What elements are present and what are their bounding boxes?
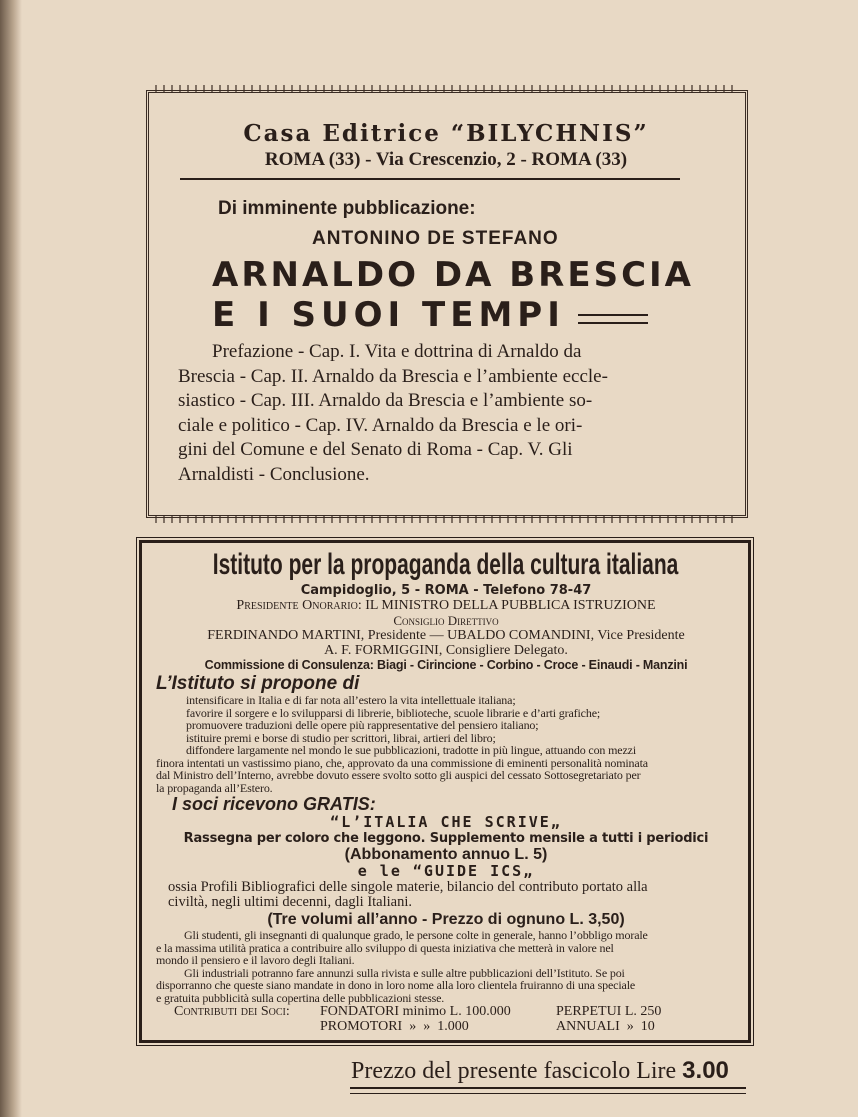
- binding-edge: [0, 0, 22, 1117]
- institute-advert-box: [139, 540, 751, 1043]
- magazine-title: “L’ITALIA CHE SCRIVE„: [330, 813, 562, 831]
- subscription: (Abbonamento annuo L. 5): [344, 846, 548, 863]
- book-contents: [178, 340, 712, 487]
- institute-address: Campidoglio, 5 - ROMA - Telefono 78-47: [300, 583, 592, 598]
- publisher-address: ROMA (33) - Via Crescenzio, 2 - ROMA (33): [264, 149, 628, 170]
- book-title-line1: ARNALDO DA BRESCIA: [212, 255, 694, 295]
- note-line: e la massima utilità pratica a contribuire allo sviluppo di questa iniziativa che metterà in valore nel: [156, 940, 614, 955]
- institute-title: Istituto per la propaganda della cultura italiana: [213, 548, 679, 581]
- title-rule: [578, 314, 648, 324]
- aim-item: favorire il sorgere e lo svilupparsi di librerie, biblioteche, scuole librarie e d’arti grafiche;: [186, 705, 601, 720]
- council-label: Consiglio Direttivo: [393, 613, 499, 628]
- honorary-president: Presidente Onorario: IL MINISTRO DELLA PUBBLICA ISTRUZIONE: [236, 598, 656, 613]
- contents-line: Prefazione - Cap. I. Vita e dottrina di Arnaldo da: [212, 341, 582, 362]
- guides-line: ossia Profili Bibliografici delle singole materie, bilancio del contributo portato alla: [168, 879, 648, 895]
- volumes-price: (Tre volumi all’anno - Prezzo di ognuno L. 3,50): [267, 911, 625, 928]
- announcement-label: Di imminente pubblicazione:: [218, 198, 476, 219]
- contents-line: siastico - Cap. III. Arnaldo da Brescia e l’ambiente so-: [178, 390, 593, 411]
- note-line: Gli studenti, gli insegnanti di qualunque grado, le persone colte in generale, hanno l’obbligo morale: [184, 928, 648, 942]
- aim-item: la propaganda all’Estero.: [156, 780, 273, 795]
- notes: [156, 929, 736, 1004]
- price-value: 3.00: [682, 1057, 729, 1084]
- aim-item: diffondere largamente nel mondo le sue pubblicazioni, tradotte in più lingue, attuando con mezzi: [186, 743, 637, 757]
- aims-list: [156, 694, 736, 794]
- issue-price: [351, 1057, 751, 1085]
- guides-description: [156, 880, 736, 910]
- contributions-founders: FONDATORI minimo L. 100.000: [320, 1004, 511, 1019]
- note-line: disporranno che queste siano mandate in dono in loro nome alla loro clientela fruiranno di una speciale: [156, 978, 636, 992]
- book-author: ANTONINO DE STEFANO: [312, 228, 559, 249]
- aim-item: dal Ministro dell’Interno, avrebbe dovuto essere svolto sotto gli auspici del cessato Sottosegretariato per: [156, 768, 641, 782]
- lower-section: [139, 540, 751, 1094]
- price-rule: [350, 1087, 746, 1094]
- note-line: mondo il pensiero e il lavoro degli Italiani.: [156, 953, 355, 967]
- commission: Commissione di Consulenza: Biagi - Cirincione - Corbino - Croce - Einaudi - Manzini: [204, 658, 688, 672]
- aims-heading: L’Istituto si propone di: [156, 673, 360, 694]
- note-line: Gli industriali potranno fare annunzi sulla rivista e sulle altre pubblicazioni dell’Istituto. Se poi: [184, 965, 625, 980]
- note-line: e gratuita pubblicità sulla copertina delle pubblicazioni stesse.: [156, 990, 445, 1005]
- contributions-table: [156, 1004, 736, 1034]
- contributions-perpetual: PERPETUI L. 250: [556, 1004, 662, 1019]
- guides-line: civiltà, negli ultimi decenni, dagli Italiani.: [168, 894, 413, 910]
- divider: [180, 178, 680, 180]
- board-line1: FERDINANDO MARTINI, Presidente — UBALDO COMANDINI, Vice Presidente: [207, 628, 685, 643]
- members-heading: I soci ricevono GRATIS:: [172, 794, 376, 814]
- contents-line: Arnaldisti - Conclusione.: [178, 463, 370, 485]
- institute-title-row: [156, 547, 736, 583]
- book-title-line2: E I SUOI TEMPI: [212, 295, 565, 335]
- magazine-description: Rassegna per coloro che leggono. Supplemento mensile a tutti i periodici: [183, 831, 709, 846]
- guides-title: e le “GUIDE ICS„: [357, 862, 535, 880]
- aim-item: intensificare in Italia e di far nota all’estero la vita intellettuale italiana;: [186, 693, 516, 707]
- board-line2: A. F. FORMIGGINI, Consigliere Delegato.: [324, 643, 568, 658]
- aim-item: promuovere traduzioni delle opere più rappresentative del pensiero italiano;: [186, 718, 539, 732]
- contents-line: gini del Comune e del Senato di Roma - Cap. V. Gli: [178, 439, 573, 460]
- contents-line: ciale e politico - Cap. IV. Arnaldo da Brescia e le ori-: [178, 414, 583, 436]
- contents-line: Brescia - Cap. II. Arnaldo da Brescia e l’ambiente eccle-: [178, 365, 608, 387]
- contributions-label: Contributi dei Soci:: [174, 1004, 290, 1019]
- aim-item: finora intentati un vastissimo piano, che, approvato da una commissione di eminenti personalità nominata: [156, 755, 648, 770]
- contributions-annual: ANNUALI » 10: [556, 1019, 655, 1034]
- price-label: Prezzo del presente fascicolo Lire: [351, 1058, 677, 1084]
- contributions-promoters: PROMOTORI » » 1.000: [320, 1019, 469, 1034]
- aim-item: istituire premi e borse di studio per scrittori, librai, artieri del libro;: [186, 730, 496, 745]
- contributions-spacer: [174, 1019, 320, 1034]
- publisher-name: Casa Editrice “BILYCHNIS”: [243, 120, 649, 147]
